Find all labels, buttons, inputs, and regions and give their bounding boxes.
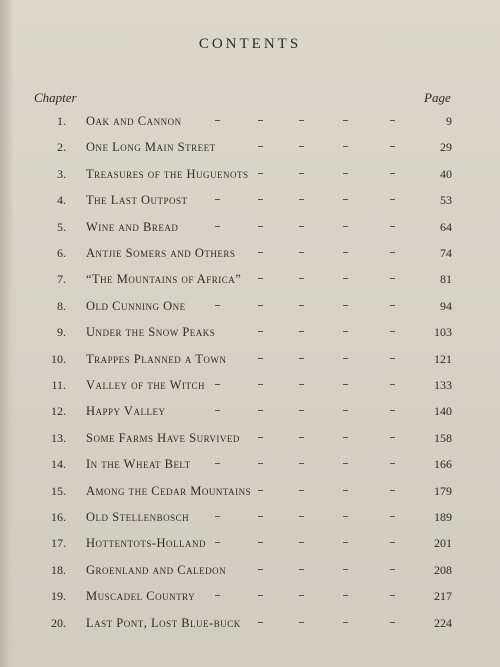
page-number: 189 xyxy=(434,510,452,524)
leader-dash xyxy=(390,120,395,121)
chapter-title: “The Mountains of Africa” xyxy=(86,272,242,287)
leader-dash xyxy=(299,173,304,174)
leader-dash xyxy=(215,410,220,411)
leader-dash xyxy=(343,173,348,174)
leader-dash xyxy=(299,595,304,596)
leader-dash xyxy=(258,173,263,174)
chapter-title: Wine and Bread xyxy=(86,219,179,234)
leader-dash xyxy=(343,305,348,306)
page-number: 74 xyxy=(440,246,452,260)
leader-dash xyxy=(299,516,304,517)
page-number: 208 xyxy=(434,562,452,577)
contents-row xyxy=(0,613,500,633)
leader-dash xyxy=(390,305,395,306)
leader-dash xyxy=(215,305,220,306)
page-number: 217 xyxy=(434,589,452,604)
chapter-number: 17. xyxy=(51,536,66,551)
leader-dash xyxy=(343,199,348,200)
leader-dash xyxy=(390,410,395,411)
leader-dash xyxy=(299,384,304,385)
leader-dash xyxy=(390,278,395,279)
chapter-number: 11. xyxy=(51,378,66,392)
leader-dash xyxy=(343,569,348,570)
page-number: 140 xyxy=(434,404,452,419)
chapter-number: 15. xyxy=(51,483,66,498)
chapter-title: Valley of the Witch xyxy=(86,378,205,392)
leader-dash xyxy=(390,331,395,332)
chapter-title: Treasures of the Huguenots xyxy=(86,166,249,181)
chapter-title: Muscadel Country xyxy=(86,589,196,604)
chapter-number: 10. xyxy=(51,351,66,366)
chapter-number: 2. xyxy=(57,140,66,155)
leader-dash xyxy=(299,437,304,438)
leader-dash xyxy=(299,278,304,279)
leader-dash xyxy=(299,199,304,200)
leader-dash xyxy=(299,463,304,464)
leader-dash xyxy=(343,622,348,623)
page-number: 179 xyxy=(434,483,452,498)
contents-row xyxy=(0,401,500,421)
leader-dash xyxy=(215,463,220,464)
contents-row xyxy=(0,269,500,289)
contents-row xyxy=(0,481,500,501)
leader-dash xyxy=(343,331,348,332)
leader-dash xyxy=(258,569,263,570)
chapter-title: Last Pont, Lost Blue-buck xyxy=(86,615,241,630)
leader-dash xyxy=(258,595,263,596)
chapter-title: One Long Main Street xyxy=(86,140,216,155)
page-number: 81 xyxy=(440,272,452,287)
leader-dash xyxy=(258,463,263,464)
page-number: 158 xyxy=(434,430,452,445)
chapter-number: 5. xyxy=(57,219,66,234)
page-column-header: Page xyxy=(424,90,451,105)
leader-dash xyxy=(390,516,395,517)
contents-row xyxy=(0,322,500,342)
leader-dash xyxy=(215,226,220,227)
leader-dash xyxy=(343,410,348,411)
leader-dash xyxy=(215,120,220,121)
chapter-title: Old Stellenbosch xyxy=(86,510,190,524)
leader-dash xyxy=(343,542,348,543)
leader-dash xyxy=(258,410,263,411)
leader-dash xyxy=(299,358,304,359)
page-title: CONTENTS xyxy=(198,36,302,52)
leader-dash xyxy=(299,490,304,491)
chapter-title: Hottentots-Holland xyxy=(86,536,207,551)
leader-dash xyxy=(343,516,348,517)
chapter-title: Trappes Planned a Town xyxy=(86,351,227,366)
leader-dash xyxy=(215,516,220,517)
chapter-title: Some Farms Have Survived xyxy=(86,430,240,445)
chapter-number: 18. xyxy=(51,562,66,577)
contents-row xyxy=(0,296,500,316)
page-number: 103 xyxy=(434,325,452,340)
leader-dash xyxy=(343,463,348,464)
contents-row xyxy=(0,533,500,553)
leader-dash xyxy=(390,437,395,438)
contents-row xyxy=(0,190,500,210)
page-number: 40 xyxy=(440,166,452,181)
leader-dash xyxy=(258,516,263,517)
leader-dash xyxy=(215,542,220,543)
leader-dash xyxy=(343,437,348,438)
leader-dash xyxy=(390,226,395,227)
page-number: 53 xyxy=(440,193,452,208)
contents-row xyxy=(0,137,500,157)
leader-dash xyxy=(299,569,304,570)
leader-dash xyxy=(390,622,395,623)
leader-dash xyxy=(258,252,263,253)
leader-dash xyxy=(258,199,263,200)
chapter-number: 4. xyxy=(57,193,66,208)
leader-dash xyxy=(258,331,263,332)
leader-dash xyxy=(258,437,263,438)
leader-dash xyxy=(215,595,220,596)
leader-dash xyxy=(299,146,304,147)
leader-dash xyxy=(390,199,395,200)
leader-dash xyxy=(299,120,304,121)
chapter-number: 14. xyxy=(51,457,66,472)
leader-dash xyxy=(343,595,348,596)
chapter-title: Antjie Somers and Others xyxy=(86,246,236,260)
contents-row xyxy=(0,454,500,474)
chapter-title: Old Cunning One xyxy=(86,298,186,313)
chapter-number: 1. xyxy=(57,114,66,128)
leader-dash xyxy=(258,384,263,385)
chapter-title: Under the Snow Peaks xyxy=(86,325,216,340)
chapter-title: Groenland and Caledon xyxy=(86,562,227,577)
leader-dash xyxy=(258,226,263,227)
contents-row xyxy=(0,164,500,184)
leader-dash xyxy=(258,358,263,359)
chapter-number: 9. xyxy=(57,325,66,340)
page-number: 29 xyxy=(440,140,452,155)
chapter-number: 12. xyxy=(51,404,66,419)
chapter-number: 16. xyxy=(51,510,66,524)
leader-dash xyxy=(390,146,395,147)
contents-row xyxy=(0,507,500,527)
leader-dash xyxy=(390,490,395,491)
chapter-title: Happy Valley xyxy=(86,404,166,419)
contents-row xyxy=(0,243,500,263)
leader-dash xyxy=(299,305,304,306)
leader-dash xyxy=(390,569,395,570)
contents-row xyxy=(0,349,500,369)
page-number: 94 xyxy=(440,298,452,313)
contents-row xyxy=(0,217,500,237)
chapter-number: 3. xyxy=(57,166,66,181)
leader-dash xyxy=(390,595,395,596)
leader-dash xyxy=(390,358,395,359)
leader-dash xyxy=(299,331,304,332)
chapter-number: 7. xyxy=(57,272,66,287)
chapter-number: 8. xyxy=(57,298,66,313)
leader-dash xyxy=(258,542,263,543)
leader-dash xyxy=(343,146,348,147)
leader-dash xyxy=(258,278,263,279)
leader-dash xyxy=(215,384,220,385)
chapter-number: 20. xyxy=(51,615,66,630)
chapter-title: Oak and Cannon xyxy=(86,114,182,128)
leader-dash xyxy=(258,120,263,121)
leader-dash xyxy=(299,252,304,253)
page-number: 9 xyxy=(446,114,452,128)
chapter-title: Among the Cedar Mountains xyxy=(86,483,252,498)
page-number: 224 xyxy=(434,615,452,630)
leader-dash xyxy=(390,252,395,253)
leader-dash xyxy=(215,199,220,200)
leader-dash xyxy=(390,463,395,464)
page-number: 133 xyxy=(434,378,452,392)
page-number: 201 xyxy=(434,536,452,551)
leader-dash xyxy=(258,490,263,491)
leader-dash xyxy=(299,622,304,623)
leader-dash xyxy=(299,542,304,543)
page-number: 64 xyxy=(440,219,452,234)
leader-dash xyxy=(343,278,348,279)
contents-row xyxy=(0,375,500,395)
contents-row xyxy=(0,586,500,606)
contents-row xyxy=(0,560,500,580)
leader-dash xyxy=(343,358,348,359)
leader-dash xyxy=(258,622,263,623)
chapter-title: The Last Outpost xyxy=(86,193,188,208)
leader-dash xyxy=(343,120,348,121)
leader-dash xyxy=(390,542,395,543)
chapter-title: In the Wheat Belt xyxy=(86,457,191,472)
leader-dash xyxy=(343,490,348,491)
leader-dash xyxy=(299,410,304,411)
leader-dash xyxy=(390,173,395,174)
leader-dash xyxy=(258,146,263,147)
chapter-number: 6. xyxy=(57,246,66,260)
chapter-column-header: Chapter xyxy=(34,90,77,105)
contents-row xyxy=(0,111,500,131)
leader-dash xyxy=(343,226,348,227)
leader-dash xyxy=(343,384,348,385)
leader-dash xyxy=(258,305,263,306)
chapter-number: 13. xyxy=(51,430,66,445)
page-number: 166 xyxy=(434,457,452,472)
page-number: 121 xyxy=(434,351,452,366)
chapter-number: 19. xyxy=(51,589,66,604)
leader-dash xyxy=(299,226,304,227)
leader-dash xyxy=(390,384,395,385)
contents-row xyxy=(0,428,500,448)
leader-dash xyxy=(343,252,348,253)
